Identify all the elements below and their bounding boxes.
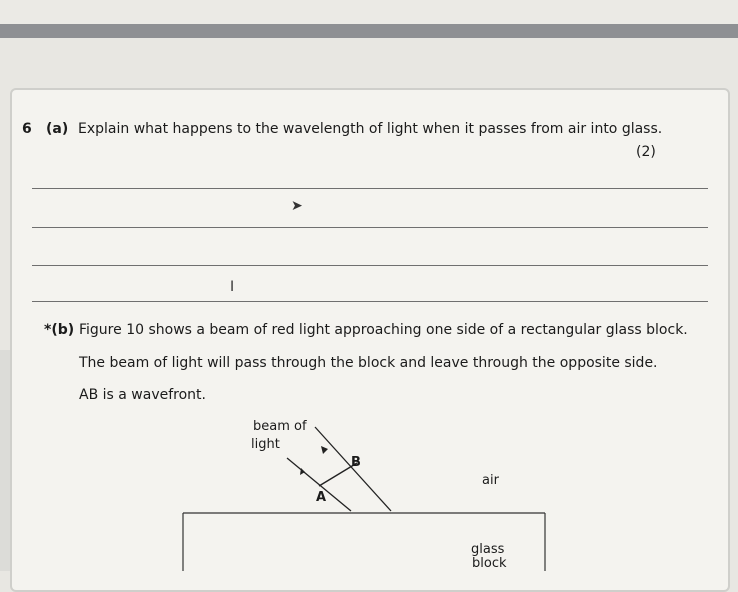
arrow-head-upper-icon bbox=[321, 446, 328, 454]
part-b-label: *(b) bbox=[44, 322, 75, 338]
beam-label-line-1: beam of bbox=[253, 419, 307, 434]
part-b-line-3: AB is a wavefront. bbox=[79, 387, 206, 403]
air-label: air bbox=[482, 473, 499, 488]
part-a-marks: (2) bbox=[636, 144, 656, 160]
point-a-label: A bbox=[316, 490, 327, 505]
glass-label-line-1: glass bbox=[471, 542, 505, 557]
mouse-pointer-icon: ➤ bbox=[291, 198, 303, 214]
point-b-label: B bbox=[351, 455, 361, 470]
text-cursor-icon: I bbox=[230, 279, 235, 295]
part-a-question: Explain what happens to the wavelength of light when it passes from air into glass. bbox=[78, 121, 663, 137]
question-number: 6 bbox=[22, 121, 32, 137]
glass-label-line-2: block bbox=[472, 556, 507, 571]
part-b-line-2: The beam of light will pass through the block and leave through the opposite side. bbox=[79, 355, 658, 371]
part-b-line-1: Figure 10 shows a beam of red light approaching one side of a rectangular glass block. bbox=[79, 322, 688, 338]
part-a-label: (a) bbox=[46, 121, 69, 137]
beam-label-line-2: light bbox=[251, 437, 280, 452]
